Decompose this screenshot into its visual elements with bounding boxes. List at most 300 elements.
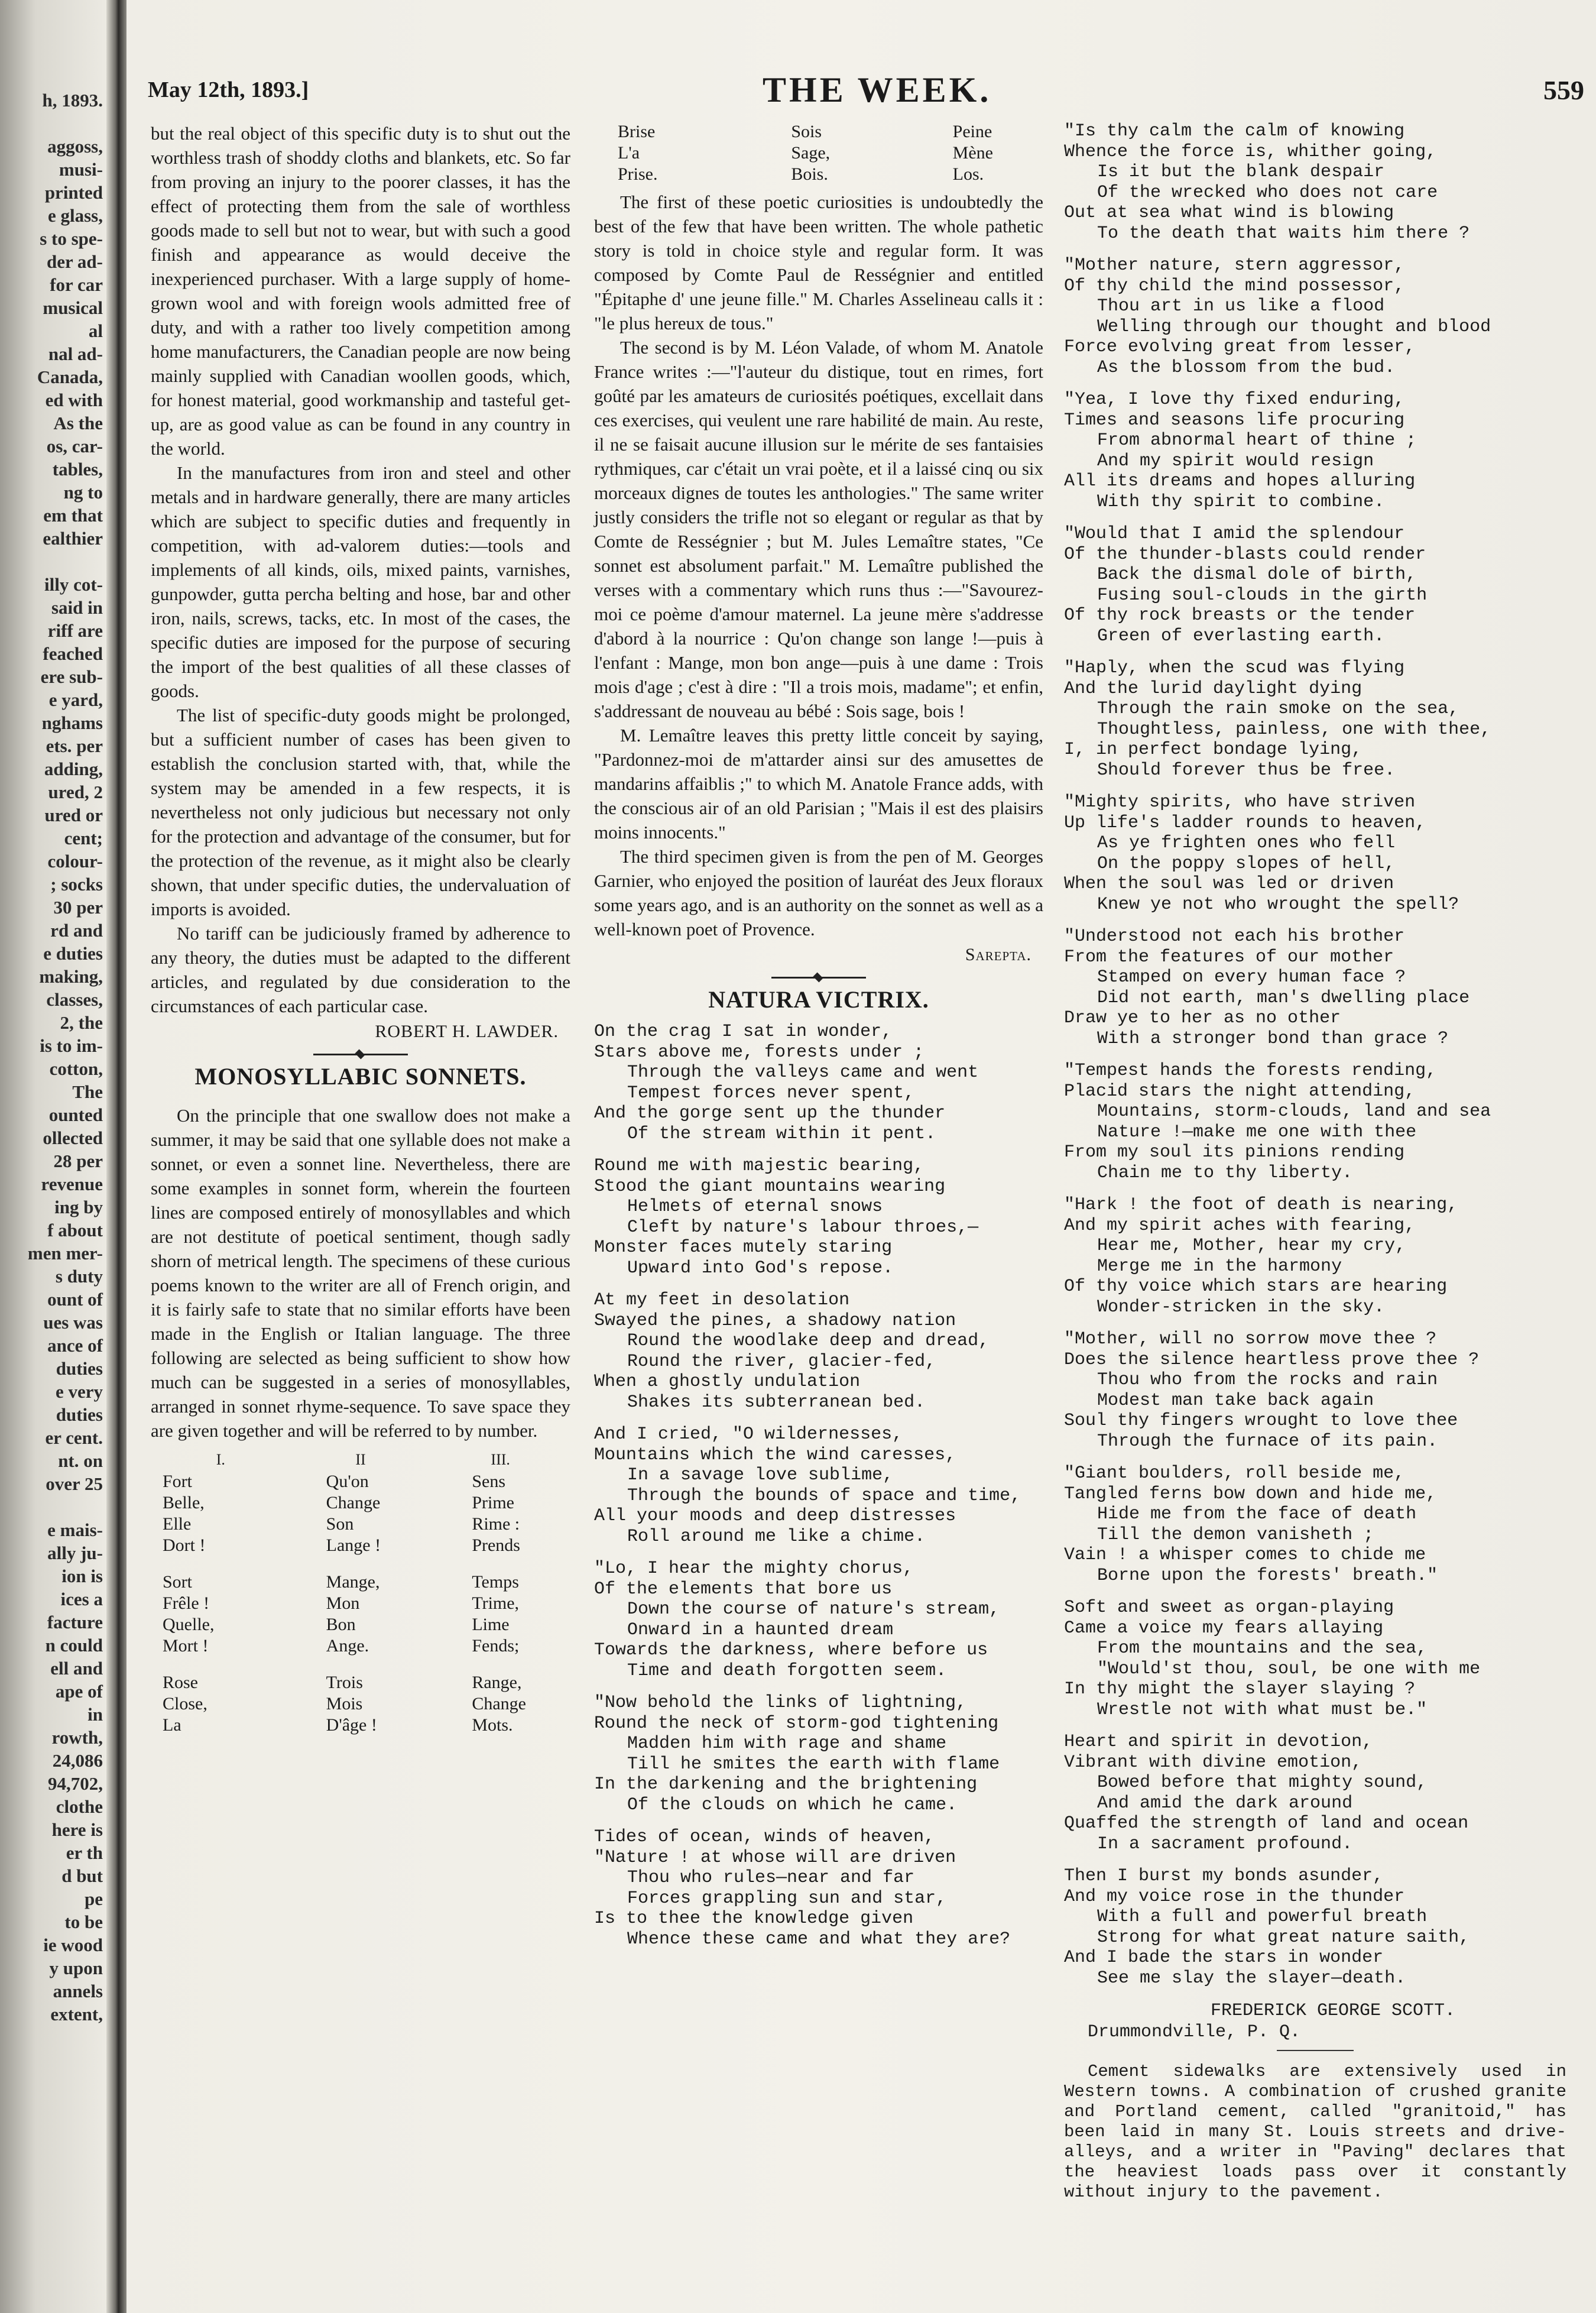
poem-line: Vain ! a whisper comes to chide me	[1064, 1545, 1426, 1565]
poem-line: Strong for what great nature saith,	[1097, 1927, 1470, 1948]
poem-line: Forces grappling sun and star,	[627, 1888, 947, 1909]
poem-line: When the soul was led or driven	[1064, 874, 1394, 894]
sonnet-word: Sort	[163, 1572, 193, 1592]
previous-page-fragment	[0, 89, 106, 2276]
section-divider	[771, 977, 866, 979]
poem-line: Of the stream within it pent.	[627, 1123, 936, 1144]
fragment-line: der ad-	[46, 251, 103, 272]
fragment-line: 94,702,	[48, 1773, 103, 1794]
fragment-line: ape of	[55, 1681, 103, 1702]
sonnet-word: Brise	[618, 122, 656, 141]
poem-stanza	[1064, 1598, 1566, 1720]
poem-line: And I bade the stars in wonder	[1064, 1948, 1384, 1968]
poem-line: Through the valleys came and went	[627, 1062, 979, 1083]
fragment-line: illy cot-	[44, 574, 103, 595]
sonnet-word: Sens	[472, 1472, 505, 1491]
poem-line: Of the wrecked who does not care	[1097, 182, 1438, 203]
sonnet-word: Fends;	[472, 1636, 520, 1656]
fragment-line: adding,	[44, 759, 103, 779]
poem-line: Draw ye to her as no other	[1064, 1008, 1341, 1028]
poem-line: With thy spirit to combine.	[1097, 491, 1385, 512]
fragment-line: classes,	[46, 989, 103, 1010]
poem-line: Heart and spirit in devotion,	[1064, 1732, 1373, 1752]
fragment-line: printed	[44, 182, 103, 203]
poem-line: In a sacrament profound.	[1097, 1833, 1353, 1854]
sonnet-word: Belle,	[163, 1493, 205, 1512]
article-paragraph: The second is by M. Léon Valade, of whom M. Anatole France writes :—"l'auteur du distique, tout en rimes, fort goûté par les amateurs de curiosités poétiques, excellait dans ces exercises, qui veulent une rare habilité de main. Au reste, il ne se faisait aucune illusion sur le mérite de ses fantaisies rythmiques, car c'était un vrai poète, et il a laissé cinq ou six morceaux dignes de toutes les anthologies." The same writer justly considers the trifle not so elegant or regular as that by Comte de Rességnier ; but M. Jules Lemaître states, "Ce sonnet est absolument parfait." M. Lemaître published the verses with a commentary which runs thus :—"Savourez-moi ce poème d'amour maternel. La jeune mère s'addresse d'abord à la nourrice : Qu'on change son lange !—puis à l'enfant : Mange, mon bon ange—puis à une dame : Trois mois d'age ; c'est à dire : "Il a trois mois, madame"; et enfin, s'addressant de nouveau au bébé : Sois sage, bois !	[594, 337, 1043, 721]
poem-line: "Tempest hands the forests rending,	[1064, 1061, 1437, 1081]
sonnet-number: I.	[216, 1451, 225, 1468]
poem-stanza	[1064, 390, 1566, 512]
fragment-line: ured, 2	[48, 782, 103, 802]
poem-line: See me slay the slayer—death.	[1097, 1968, 1406, 1988]
poem-line: To the death that waits him there ?	[1097, 223, 1470, 244]
fragment-line: ured or	[44, 805, 103, 825]
fragment-line: h, 1893.	[42, 90, 103, 111]
fragment-line: musical	[43, 297, 103, 318]
poem-line: Till the demon vanisheth ;	[1097, 1524, 1374, 1545]
poem-line: Through the bounds of space and time,	[627, 1485, 1021, 1506]
poet-name: FREDERICK GEORGE SCOTT.	[1210, 2001, 1456, 2021]
poem-line: Chain me to thy liberty.	[1097, 1162, 1353, 1183]
poem-line: Mountains, storm-clouds, land and sea	[1097, 1102, 1491, 1122]
fragment-line: ell and	[50, 1658, 103, 1679]
sonnet-word: D'âge !	[326, 1715, 377, 1735]
poem-line: Green of everlasting earth.	[1097, 626, 1385, 646]
column-1	[151, 121, 570, 1736]
poem-line: Swayed the pines, a shadowy nation	[594, 1310, 956, 1331]
poem-line: Roll around me like a chime.	[627, 1526, 926, 1547]
poem-line: Thou who from the rocks and rain	[1097, 1370, 1438, 1390]
fragment-line: here is	[51, 1819, 103, 1840]
poem-line: Tides of ocean, winds of heaven,	[594, 1827, 935, 1847]
sonnet-row	[151, 1514, 570, 1535]
poem-line: Bowed before that mighty sound,	[1097, 1773, 1428, 1793]
poem-line: As ye frighten ones who fell	[1097, 833, 1396, 853]
poem-line: And amid the dark around	[1097, 1793, 1353, 1813]
poem-line: Towards the darkness, where before us	[594, 1640, 988, 1660]
fragment-line: revenue	[41, 1174, 103, 1194]
fragment-line: cotton,	[49, 1058, 103, 1079]
sonnet-row	[151, 1715, 570, 1736]
sonnet-row	[151, 1572, 570, 1593]
poem-line: Till he smites the earth with flame	[627, 1754, 1000, 1774]
sonnet-table	[151, 1449, 570, 1736]
article-paragraph: The first of these poetic curiosities is undoubtedly the best of the few that have been written. The whole pathetic story is told in choice style and regular form. It was composed by Comte Paul de Rességnier and entitled "Épitaphe d' une jeune fille." M. Charles Asselineau calls it : "le plus hereux de tous."	[594, 192, 1043, 333]
fragment-line: extent,	[50, 2004, 103, 2024]
fragment-line: ance of	[47, 1335, 103, 1356]
fragment-line: 24,086	[52, 1750, 103, 1771]
poem-line: From my soul its pinions rending	[1064, 1142, 1405, 1162]
poem-line: Borne upon the forests' breath."	[1097, 1565, 1438, 1586]
poem-stanza	[594, 1290, 1043, 1413]
poem-title: NATURA VICTRIX.	[708, 986, 929, 1013]
poem-line: Wonder-stricken in the sky.	[1097, 1297, 1385, 1317]
poem-line: From abnormal heart of thine ;	[1097, 430, 1417, 451]
poem-stanza	[1064, 1732, 1566, 1854]
poem-line: And my voice rose in the thunder	[1064, 1886, 1405, 1907]
poem-line: As the blossom from the bud.	[1097, 357, 1396, 378]
publication-title: THE WEEK.	[763, 70, 992, 109]
poem-stanza	[1064, 1195, 1566, 1317]
sonnet-word: Dort !	[163, 1535, 206, 1555]
poem-line: Down the course of nature's stream,	[627, 1599, 1000, 1619]
poem-stanza	[1064, 1329, 1566, 1452]
poem-stanza	[1064, 658, 1566, 780]
poem-stanza	[594, 1559, 1043, 1681]
poem-line: I, in perfect bondage lying,	[1064, 740, 1363, 760]
fragment-line: for car	[50, 274, 103, 295]
fragment-line: ices a	[60, 1589, 103, 1609]
poem-stanza	[1064, 255, 1566, 378]
poem-line: Upward into God's repose.	[627, 1258, 894, 1278]
fragment-line: e yard,	[48, 689, 103, 710]
article-paragraph: The third specimen given is from the pen of M. Georges Garnier, who enjoyed the position of lauréat des Jeux floraux some years ago, and is an authority on the sonnet as well as a well-known poet of Provence.	[594, 846, 1043, 940]
poem-line: Helmets of eternal snows	[627, 1197, 883, 1217]
poem-line: Quaffed the strength of land and ocean	[1064, 1813, 1469, 1833]
sonnet-word: Mène	[952, 143, 993, 163]
poem-line: "Would'st thou, soul, be one with me	[1097, 1658, 1481, 1679]
sonnet-row	[151, 1672, 570, 1693]
poem-line: Of thy child the mind possessor,	[1064, 276, 1405, 296]
sonnet-word: Prise.	[618, 164, 658, 184]
poem-stanza	[594, 1424, 1043, 1547]
sonnet-word: Peine	[952, 122, 992, 141]
poem-line: Whence the force is, whither going,	[1064, 141, 1437, 162]
fragment-line: e mais-	[47, 1520, 103, 1540]
fragment-line: riff are	[47, 620, 103, 641]
poem-line: Did not earth, man's dwelling place	[1097, 987, 1470, 1008]
sonnet-word: Bon	[326, 1615, 356, 1634]
poem-line: Came a voice my fears allaying	[1064, 1618, 1384, 1638]
poem-line: Hide me from the face of death	[1097, 1504, 1417, 1524]
poem-line: Stamped on every human face ?	[1097, 967, 1406, 987]
fragment-line: colour-	[47, 851, 103, 872]
poem-line: Fusing soul-clouds in the girth	[1097, 585, 1428, 605]
article-paragraph: In the manufactures from iron and steel and other metals and in hardware generally, there are many articles which are subject to specific duties and frequently in competition, with ad-valorem duties:—tools and implements of all kinds, oils, mixed paints, varnishes, gunpowder, gutta percha belting and hose, bar and other iron, nails, screws, tacks, etc. In most of the cases, the specific duties are imposed for the purpose of securing the import of the best qualities of all these classes of goods.	[151, 462, 570, 701]
fragment-line: s to spe-	[40, 228, 103, 249]
sonnet-word: Mange,	[326, 1572, 380, 1592]
poem-line: On the crag I sat in wonder,	[594, 1022, 893, 1042]
poem-line: In the darkening and the brightening	[594, 1774, 978, 1794]
sonnets-commentary	[594, 190, 1043, 941]
poem-line: All its dreams and hopes alluring	[1064, 471, 1416, 491]
poem-line: Shakes its subterranean bed.	[627, 1392, 926, 1413]
fragment-line: The	[72, 1081, 103, 1102]
fragment-line: ; socks	[50, 874, 103, 895]
sonnet-row	[594, 142, 1043, 164]
poet-place: Drummondville, P. Q.	[1088, 2022, 1301, 2042]
sonnet-row	[151, 1693, 570, 1715]
fragment-line: ion is	[61, 1566, 103, 1586]
poem-line: With a full and powerful breath	[1097, 1907, 1428, 1927]
poem-line: Whence these came and what they are?	[627, 1929, 1011, 1949]
fragment-line	[0, 550, 106, 573]
fragment-line: men mer-	[27, 1243, 103, 1264]
tariff-article	[151, 121, 570, 1018]
sonnet-word: Close,	[163, 1694, 207, 1713]
fragment-line	[0, 112, 106, 135]
sonnet-word: Sois	[791, 122, 822, 141]
sonnet-word: Change	[472, 1694, 526, 1713]
fragment-line: ng to	[63, 482, 103, 503]
poem-line: "Lo, I hear the mighty chorus,	[594, 1559, 914, 1579]
sonnet-word: Trois	[326, 1673, 363, 1692]
running-head	[148, 70, 1584, 117]
poem-line: Of thy rock breasts or the tender	[1064, 605, 1416, 626]
fragment-line: aggoss,	[47, 136, 103, 157]
article-paragraph: On the principle that one swallow does not make a summer, it may be said that one syllable does not make a sonnet, or even a sonnet line. Nevertheless, there are some examples in sonnet form, wherein the fourteen lines are composed entirely of monosyllables and which are not destitute of poetical sentiment, though sadly shorn of metrical length. The specimens of these curious poems known to the writer are all of French origin, and it is fairly safe to state that no similar efforts have been made in the English or Italian language. The three following are selected as being sufficient to show how much can be suggested in a series of monosyllables, arranged in sonnet rhyme-sequence. To save space they are given together and will be referred to by number.	[151, 1105, 570, 1441]
fragment-line: As the	[53, 413, 103, 433]
poem-line: Onward in a haunted dream	[627, 1619, 894, 1640]
article-paragraph: The list of specific-duty goods might be prolonged, but a sufficient number of cases has been given to establish the conclusion started with, that, while the system may be amended in a few respects, it is nevertheless not only judicious but necessary not only for the protection and advantage of the consumer, but for the protection of the revenue, as it might also be clearly shown, that under specific duties, the undervaluation of imports is avoided.	[151, 705, 570, 919]
sonnet-word: Mort !	[163, 1636, 209, 1656]
fragment-line: nghams	[41, 712, 103, 733]
poem-part-1	[594, 1022, 1043, 1949]
poem-line: Should forever thus be free.	[1097, 760, 1396, 780]
fragment-line: is to im-	[40, 1035, 103, 1056]
group-gap	[151, 1657, 570, 1672]
sonnet-word: Sage,	[791, 143, 831, 163]
note-paragraph: Cement sidewalks are extensively used in Western towns. A combination of crushed granite and Portland cement, called "granitoid," has been laid in many St. Louis streets and drive-alleys, and a writer in "Paving" declares that the heaviest loads pass over it constantly without injury to the pavement.	[1064, 2062, 1566, 2202]
sonnet-number: III.	[491, 1451, 510, 1468]
fragment-line: e glass,	[48, 205, 103, 226]
sonnet-word: Quelle,	[163, 1615, 215, 1634]
poem-line: Up life's ladder rounds to heaven,	[1064, 812, 1426, 833]
fragment-line	[0, 1495, 106, 1518]
article-author: ROBERT H. LAWDER.	[375, 1022, 559, 1041]
poem-line: "Giant boulders, roll beside me,	[1064, 1463, 1405, 1483]
article-paragraph: No tariff can be judiciously framed by adherence to any theory, the duties must be adapted to the different articles, and regulated by due consideration to the circumstances of each particular case.	[151, 923, 570, 1016]
fragment-line: ets. per	[46, 736, 103, 756]
section-divider	[313, 1054, 408, 1055]
sonnet-row	[151, 1535, 570, 1556]
fragment-line: tables,	[52, 459, 103, 480]
fragment-line: 30 per	[53, 897, 103, 918]
poem-line: Placid stars the night attending,	[1064, 1081, 1416, 1102]
poem-stanza	[1064, 792, 1566, 915]
sonnet-word: Lange !	[326, 1535, 381, 1555]
poem-line: "Mighty spirits, who have striven	[1064, 792, 1416, 812]
issue-date: May 12th, 1893.]	[148, 77, 309, 102]
fragment-line: ing by	[54, 1197, 103, 1217]
sonnet-row	[151, 1471, 570, 1492]
sonnet-row	[151, 1635, 570, 1657]
sonnets-intro	[151, 1103, 570, 1443]
fragment-line: ollected	[43, 1128, 103, 1148]
poem-stanza	[1064, 121, 1566, 244]
fragment-line: rowth,	[51, 1727, 103, 1748]
poem-line: Soul thy fingers wrought to love thee	[1064, 1411, 1458, 1431]
poem-line: Cleft by nature's labour throes,—	[627, 1217, 979, 1238]
poem-line: And my spirit aches with fearing,	[1064, 1215, 1416, 1236]
poem-line: "Yea, I love thy fixed enduring,	[1064, 390, 1405, 410]
poem-line: Times and seasons life procuring	[1064, 410, 1405, 430]
fragment-line: s duty	[55, 1266, 103, 1287]
sonnet-word: Los.	[952, 164, 984, 184]
poem-line: In a savage love sublime,	[627, 1465, 894, 1485]
poem-line: And the lurid daylight dying	[1064, 678, 1363, 699]
fragment-line: 28 per	[53, 1151, 103, 1171]
poem-signature	[1064, 2000, 1566, 2043]
poem-line: Then I burst my bonds asunder,	[1064, 1866, 1384, 1886]
fragment-line: ount of	[47, 1289, 103, 1310]
poem-line: Of the clouds on which he came.	[627, 1794, 958, 1815]
sonnet-word: Elle	[163, 1514, 192, 1534]
poem-stanza	[594, 1156, 1043, 1278]
fragment-line: facture	[47, 1612, 103, 1632]
sonnet-row	[151, 1614, 570, 1635]
poem-line: And I cried, "O wildernesses,	[594, 1424, 903, 1444]
page-number: 559	[1543, 75, 1584, 105]
poem-line: Is it but the blank despair	[1097, 162, 1385, 182]
sonnet-word: Lime	[472, 1615, 510, 1634]
sonnet-word: Trime,	[472, 1593, 520, 1613]
poem-part-2	[1064, 121, 1566, 1988]
poem-line: "Haply, when the scud was flying	[1064, 658, 1405, 678]
poem-line: Through the furnace of its pain.	[1097, 1431, 1438, 1452]
fragment-line: ues was	[43, 1312, 103, 1333]
poem-line: Mountains which the wind caresses,	[594, 1444, 956, 1465]
poem-line: Modest man take back again	[1097, 1390, 1374, 1411]
sonnet-number: II	[355, 1451, 366, 1468]
poem-line: "Mother, will no sorrow move thee ?	[1064, 1329, 1437, 1349]
poem-line: Merge me in the harmony	[1097, 1256, 1342, 1277]
section-divider	[1277, 2050, 1354, 2051]
sonnet-row	[594, 121, 1043, 142]
poem-line: Welling through our thought and blood	[1097, 316, 1491, 337]
poem-line: Soft and sweet as organ-playing	[1064, 1598, 1394, 1618]
sonnet-word: Bois.	[791, 164, 828, 184]
poem-line: "Would that I amid the splendour	[1064, 524, 1405, 544]
sonnet-word: Fort	[163, 1472, 193, 1491]
poem-line: Wrestle not with what must be."	[1097, 1699, 1428, 1720]
sonnet-word: Temps	[472, 1572, 519, 1592]
poem-line: Is to thee the knowledge given	[594, 1909, 914, 1929]
fragment-line: er cent.	[45, 1427, 103, 1448]
poem-stanza	[594, 1022, 1043, 1144]
poem-stanza	[1064, 1866, 1566, 1988]
poem-stanza	[1064, 927, 1566, 1049]
poem-line: From the mountains and the sea,	[1097, 1638, 1428, 1658]
sonnet-row	[594, 164, 1043, 185]
fragment-line: over 25	[46, 1473, 103, 1494]
poem-line: "Hark ! the foot of death is nearing,	[1064, 1195, 1458, 1215]
fragment-line: os, car-	[46, 436, 103, 456]
fragment-line: musi-	[59, 159, 103, 180]
poem-stanza	[594, 1827, 1043, 1949]
sonnet-word: Mois	[326, 1694, 363, 1713]
sonnet-word: Ange.	[326, 1636, 369, 1656]
fragment-line: pe	[85, 1888, 103, 1909]
poem-line: When a ghostly undulation	[594, 1372, 861, 1392]
fragment-line: annels	[53, 1981, 103, 2001]
poem-line: Hear me, Mother, hear my cry,	[1097, 1236, 1406, 1256]
sonnet-row	[151, 1492, 570, 1514]
poem-line: In thy might the slayer slaying ?	[1064, 1679, 1416, 1699]
fragment-line: said in	[51, 597, 103, 618]
fragment-line: duties	[56, 1358, 103, 1379]
fragment-line: rd and	[50, 920, 103, 941]
poem-line: Stood the giant mountains wearing	[594, 1176, 946, 1197]
poem-line: Round the woodlake deep and dread,	[627, 1331, 990, 1351]
poem-line: And my spirit would resign	[1097, 451, 1374, 471]
poem-line: "Mother nature, stern aggressor,	[1064, 255, 1405, 276]
poem-line: "Nature ! at whose will are driven	[594, 1847, 956, 1868]
sonnet-word: Prime	[472, 1493, 514, 1512]
poem-line: Round the river, glacier-fed,	[627, 1351, 936, 1372]
sonnet-table-continued	[594, 121, 1043, 185]
fragment-line: cent;	[64, 828, 103, 848]
article-paragraph: but the real object of this specific duty is to shut out the worthless trash of shoddy cloths and blankets, etc. So far from proving an injury to the poorer classes, it has the effect of protecting them from the sale of worthless goods made to sell but not to wear, but with such a good finish and appearance as would deceive the inexperienced purchaser. With a large supply of home-grown wool and with foreign wools admitted free of duty, and with a rather too lively competition among home manufacturers, the Canadian people are now being mainly supplied with Canadian woollen goods, which, for honest material, good workmanship and tasteful get-up, are as good value as can be found in any country in the world.	[151, 123, 570, 459]
sonnet-word: Prends	[472, 1535, 520, 1555]
poem-line: At my feet in desolation	[594, 1290, 850, 1310]
fragment-line: y upon	[49, 1958, 103, 1978]
fragment-line: ed with	[45, 390, 103, 410]
fragment-line: to be	[64, 1912, 103, 1932]
poem-line: "Now behold the links of lightning,	[594, 1693, 967, 1713]
poem-line: With a stronger bond than grace ?	[1097, 1028, 1449, 1049]
fragment-line: ounted	[48, 1104, 103, 1125]
poem-stanza	[1064, 1463, 1566, 1586]
poem-line: Thou who rules—near and far	[627, 1868, 915, 1888]
fragment-line: ere sub-	[40, 666, 103, 687]
fragment-line: 2, the	[60, 1012, 103, 1033]
article-paragraph: M. Lemaître leaves this pretty little conceit by saying, "Pardonnez-moi de m'attarder ainsi sur des amusettes de mandarins affaiblis ;" to which M. Anatole France adds, with the conscious air of an old Parisian ; "Mais il est des plaisirs moins innocents."	[594, 725, 1043, 843]
sonnet-word: Rime :	[472, 1514, 520, 1534]
group-gap	[151, 1556, 570, 1572]
fragment-line: al	[88, 320, 103, 341]
cement-note	[1064, 2062, 1566, 2202]
sonnet-word: Qu'on	[326, 1472, 369, 1491]
poem-stanza	[1064, 1061, 1566, 1183]
sonnet-row	[151, 1593, 570, 1614]
fragment-line: in	[87, 1704, 103, 1725]
fragment-line: d but	[61, 1865, 103, 1886]
fragment-line: clothe	[56, 1796, 103, 1817]
poem-line: Tangled ferns bow down and hide me,	[1064, 1483, 1437, 1504]
poem-line: Knew ye not who wrought the spell?	[1097, 894, 1459, 915]
sonnet-word: Change	[326, 1493, 381, 1512]
poem-line: Round me with majestic bearing,	[594, 1156, 924, 1176]
poem-line: "Understood not each his brother	[1064, 927, 1405, 947]
column-3	[1064, 121, 1566, 2202]
fragment-line: making,	[39, 966, 103, 987]
poem-line: "Is thy calm the calm of knowing	[1064, 121, 1405, 141]
poem-stanza	[1064, 524, 1566, 646]
poem-line: Time and death forgotten seem.	[627, 1660, 947, 1681]
poem-stanza	[594, 1693, 1043, 1815]
fragment-line: e very	[55, 1381, 103, 1402]
fragment-line: em that	[43, 505, 103, 526]
fragment-line: ie wood	[43, 1935, 103, 1955]
poem-line: Force evolving great from lesser,	[1064, 337, 1416, 357]
sonnet-word: Rose	[163, 1673, 198, 1692]
sonnet-word: La	[163, 1715, 181, 1735]
poem-line: Tempest forces never spent,	[627, 1083, 915, 1103]
fragment-line: Canada,	[37, 367, 103, 387]
poem-line: And the gorge sent up the thunder	[594, 1103, 946, 1123]
poem-line: Of thy voice which stars are hearing	[1064, 1277, 1448, 1297]
fragment-line: nal ad-	[48, 344, 103, 364]
poem-line: Of the thunder-blasts could render	[1064, 544, 1426, 565]
section-heading: MONOSYLLABIC SONNETS.	[194, 1063, 527, 1090]
sonnet-word: L'a	[618, 143, 640, 163]
fragment-line: e duties	[43, 943, 103, 964]
poem-line: Of the elements that bore us	[594, 1579, 893, 1599]
fragment-line: er th	[66, 1842, 103, 1863]
sonnet-word: Mon	[326, 1593, 360, 1613]
